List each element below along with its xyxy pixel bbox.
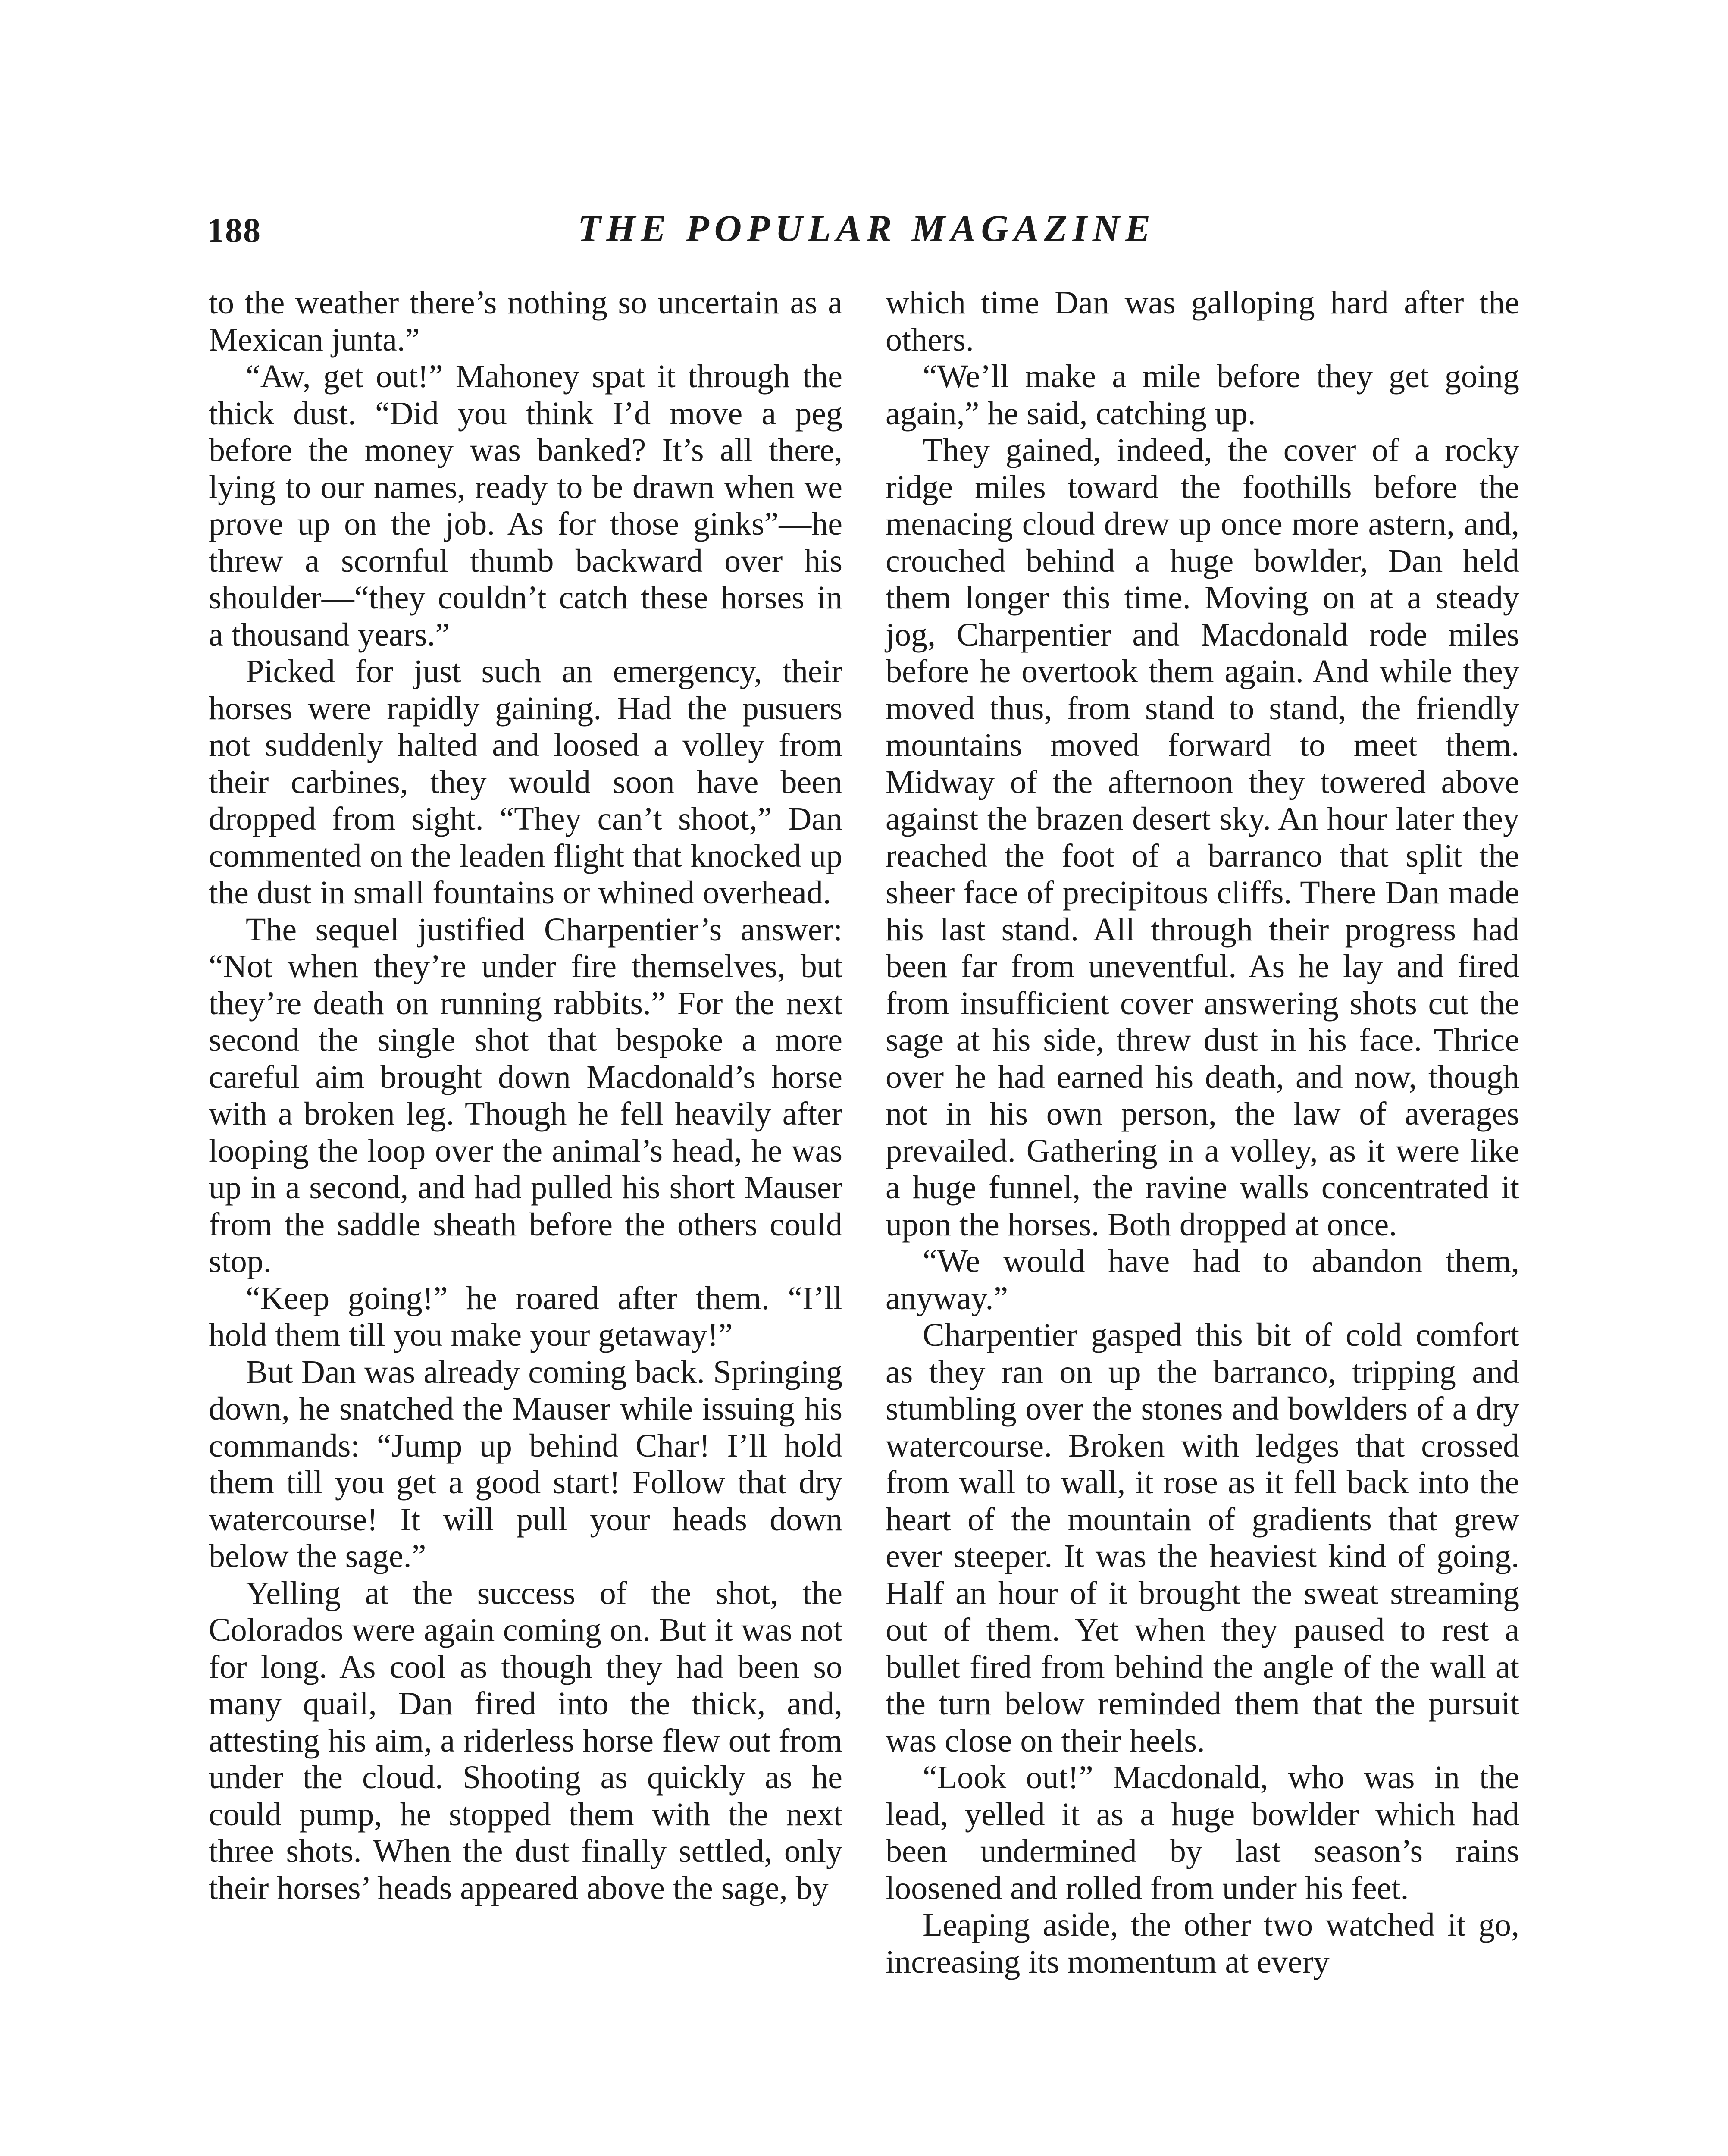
paragraph: “We would have had to abandon them, anyway.” [886,1243,1519,1316]
page-number: 188 [207,212,261,250]
paragraph: But Dan was already coming back. Springing down, he snatched the Mauser while issuing his commands: “Jump up behind Char! I’ll hold them till you get a good start! Follow that dry watercourse! It will pull your heads down below the sage.” [209,1354,842,1574]
paragraph: Yelling at the success of the shot, the Colorados were again coming on. But it was not for long. As cool as though they had been so many quail, Dan fired into the thick, and, attesting his aim, a riderless horse flew out from under the cloud. Shooting as quickly as he could pump, he stopped them with the next three shots. When the dust finally settled, only their horses’ heads appeared above the sage, by [209,1575,842,1906]
magazine-title: THE POPULAR MAGAZINE [577,208,1156,250]
paragraph: Charpentier gasped this bit of cold comfort as they ran on up the barranco, tripping and stumbling over the stones and bowlders of a dry watercourse. Broken with ledges that crossed from wall to wall, it rose as it fell back into the heart of the mountain of gradients that grew ever steeper. It was the heaviest kind of going. Half an hour of it brought the sweat streaming out of them. Yet when they paused to rest a bullet fired from behind the angle of the wall at the turn below reminded them that the pursuit was close on their heels. [886,1317,1519,1759]
paragraph: which time Dan was galloping hard after the others. [886,285,1519,358]
paragraph: “Look out!” Macdonald, who was in the lead, yelled it as a huge bowlder which had been undermined by last season’s rains loosened and rolled from under his feet. [886,1759,1519,1906]
right-column [886,285,1519,1981]
paragraph: “Keep going!” he roared after them. “I’ll hold them till you make your getaway!” [209,1280,842,1353]
left-column [209,285,842,1907]
page-header [207,207,1526,254]
paragraph: “We’ll make a mile before they get going again,” he said, catching up. [886,358,1519,432]
paragraph: to the weather there’s nothing so uncertain as a Mexican junta.” [209,285,842,358]
paragraph: They gained, indeed, the cover of a rocky ridge miles toward the foothills before the menacing cloud drew up once more astern, and, crouched behind a huge bowlder, Dan held them longer this time. Moving on at a steady jog, Charpentier and Macdonald rode miles before he overtook them again. And while they moved thus, from stand to stand, the friendly mountains moved forward to meet them. Midway of the afternoon they towered above against the brazen desert sky. An hour later they reached the foot of a barranco that split the sheer face of precipitous cliffs. There Dan made his last stand. All through their progress had been far from uneventful. As he lay and fired from insufficient cover answering shots cut the sage at his side, threw dust in his face. Thrice over he had earned his death, and now, though not in his own person, the law of averages prevailed. Gathering in a volley, as it were like a huge funnel, the ravine walls concentrated it upon the horses. Both dropped at once. [886,432,1519,1243]
paragraph: Leaping aside, the other two watched it go, increasing its momentum at every [886,1907,1519,1980]
paragraph: “Aw, get out!” Mahoney spat it through the thick dust. “Did you think I’d move a peg before the money was banked? It’s all there, lying to our names, ready to be drawn when we prove up on the job. As for those ginks”—he threw a scornful thumb backward over his shoulder—“they couldn’t catch these horses in a thousand years.” [209,358,842,653]
paragraph: The sequel justified Charpentier’s answer: “Not when they’re under fire themselves, but they’re death on running rabbits.” For the next second the single shot that bespoke a more careful aim brought down Macdonald’s horse with a broken leg. Though he fell heavily after looping the loop over the animal’s head, he was up in a second, and had pulled his short Mauser from the saddle sheath before the others could stop. [209,911,842,1279]
paragraph: Picked for just such an emergency, their horses were rapidly gaining. Had the pusuers not suddenly halted and loosed a volley from their carbines, they would soon have been dropped from sight. “They can’t shoot,” Dan commented on the leaden flight that knocked up the dust in small fountains or whined overhead. [209,653,842,911]
